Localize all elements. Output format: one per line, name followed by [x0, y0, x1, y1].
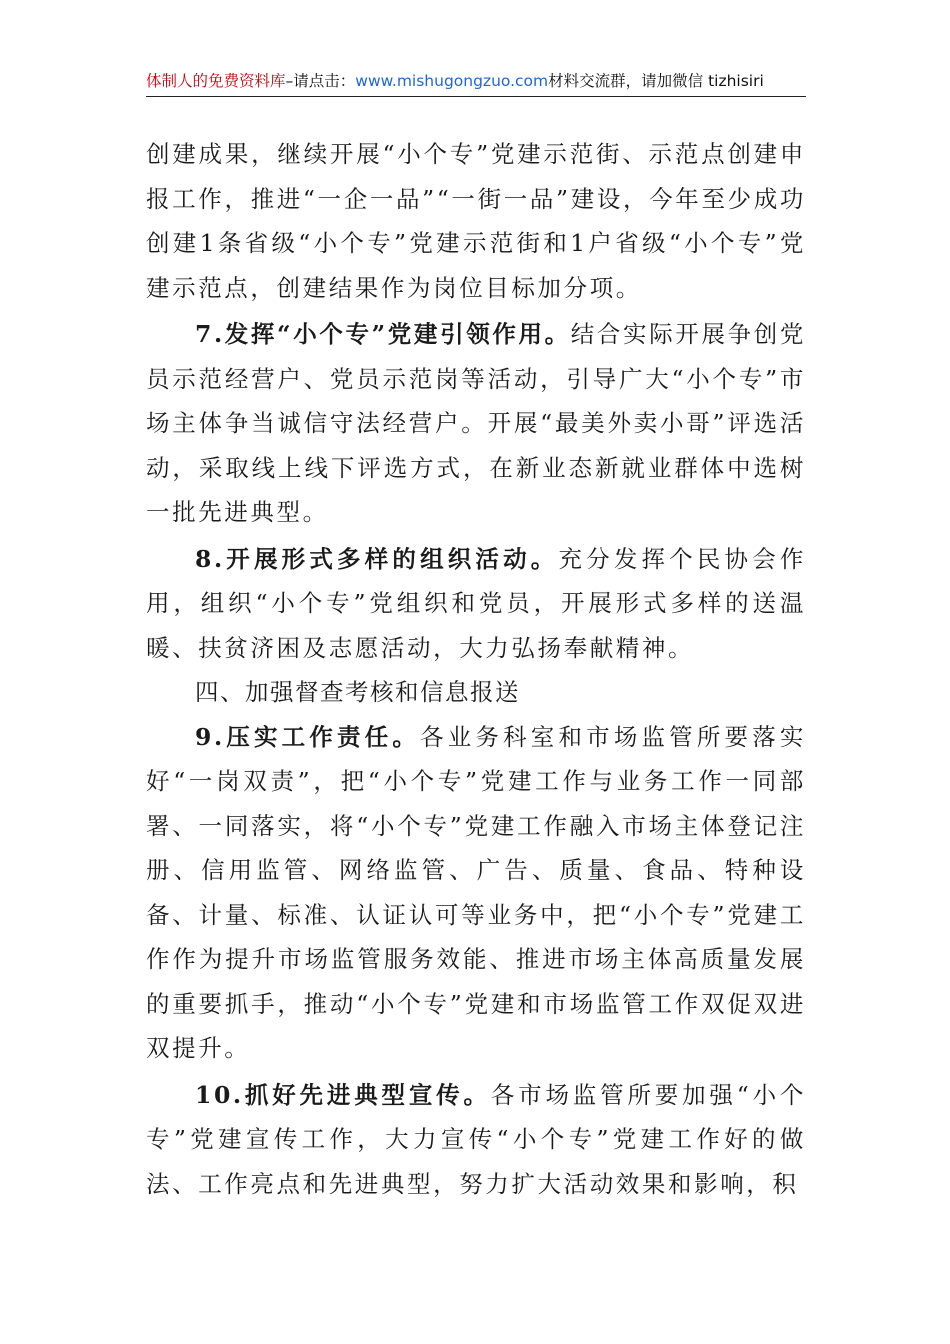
document-body: [146, 132, 806, 1206]
paragraph-item-10: [146, 1073, 806, 1207]
header-brand-text: 体制人的免费资料库: [146, 72, 286, 90]
item-7-text: 结合实际开展争创党员示范经营户、党员示范岗等活动，引导广大“小个专”市场主体争当诚信守法经营户。开展“最美外卖小哥”评选活动，采取线上线下评选方式，在新业态新就业群体中选树一批先进典型。: [146, 320, 807, 526]
header-prompt-text: –请点击：: [285, 72, 356, 90]
header-suffix-text: 材料交流群，请加微信 tizhisiri: [548, 72, 764, 90]
paragraph-item-7: [146, 312, 806, 535]
item-10-title: 10.抓好先进典型宣传。: [195, 1080, 491, 1109]
paragraph-item-8: [146, 537, 806, 671]
paragraph-item-9: [146, 715, 806, 1071]
item-9-text: 各业务科室和市场监管所要落实好“一岗双责”，把“小个专”党建工作与业务工作一同部署、一同落实，将“小个专”党建工作融入市场主体登记注册、信用监管、网络监管、广告、质量、食品、特种设备、计量、标准、认证认可等业务中，把“小个专”党建工作作为提升市场监管服务效能、推进市场主体高质量发展的重要抓手，推动“小个专”党建和市场监管工作双促双进双提升。: [146, 722, 807, 1062]
item-9-title: 9.压实工作责任。: [195, 722, 421, 751]
header-website-link[interactable]: www.mishugongzuo.com: [355, 72, 549, 90]
item-10-text: 各市场监管所要加强“小个专”党建宣传工作，大力宣传“小个专”党建工作好的做法、工作亮点和先进典型，努力扩大活动效果和影响，积: [146, 1080, 806, 1198]
section-4-title: 四、加强督查考核和信息报送: [195, 678, 520, 706]
page-header-banner: [146, 66, 806, 97]
item-8-text: 充分发挥个民协会作用，组织“小个专”党组织和党员，开展形式多样的送温暖、扶贫济困及志愿活动，大力弘扬奉献精神。: [146, 544, 806, 662]
section-heading-4: [146, 670, 806, 715]
item-8-title: 8.开展形式多样的组织活动。: [195, 544, 559, 573]
paragraph-text: 创建成果，继续开展“小个专”党建示范街、示范点创建申报工作，推进“一企一品”“一街一品”建设，今年至少成功创建1条省级“小个专”党建示范街和1户省级“小个专”党建示范点，创建结果作为岗位目标加分项。: [146, 140, 806, 302]
item-7-title: 7.发挥“小个专”党建引领作用。: [195, 320, 571, 348]
paragraph-continued: [146, 132, 806, 310]
